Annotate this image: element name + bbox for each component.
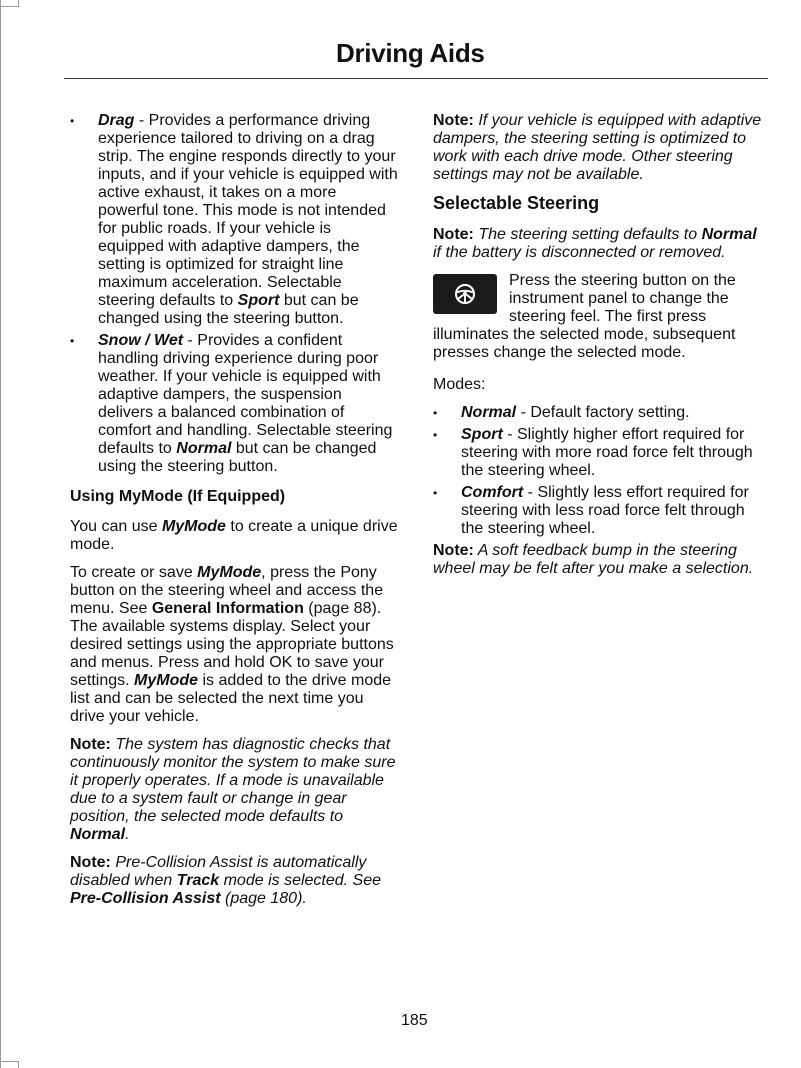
page-number: 185 bbox=[401, 1012, 428, 1029]
left-column bbox=[70, 112, 401, 918]
list-item-drag: • Drag - Provides a performance driving experience tailored to driving on a drag strip. The engine responds directly to your inputs, and if your vehicle is equipped with active exhaust, it takes on a more powerful tone. This mode is not intended for public roads. If your vehicle is equipped with adaptive dampers, the setting is optimized for straight line maximum acceleration. Selectable steering defaults to Sport but can be changed using the steering button. bbox=[70, 112, 401, 328]
header-divider bbox=[64, 78, 768, 79]
list-item-snow-wet: • Snow / Wet - Provides a confident handling driving experience during poor weather. If your vehicle is equipped with adaptive dampers, the suspension delivers a balanced combination of comfort and handling. Selectable steering defaults to Normal but can be changed using the steering button. bbox=[70, 332, 401, 476]
drive-mode-list bbox=[70, 112, 401, 476]
crop-mark-left bbox=[0, 0, 1, 1068]
steering-instruction: Press the steering button on the instrument panel to change the steering feel. The first press illuminates the selected mode, subsequent presses change the selected mode. bbox=[433, 272, 736, 361]
note-feedback-bump: Note: A soft feedback bump in the steering wheel may be felt after you make a selection. bbox=[433, 542, 754, 577]
crop-mark-bottom bbox=[0, 1061, 19, 1068]
right-column bbox=[433, 112, 767, 588]
note-adaptive-dampers: Note: If your vehicle is equipped with adaptive dampers, the steering setting is optimized to work with each drive mode. Other steering settings may not be available. bbox=[433, 112, 762, 183]
section-heading-selectable-steering: Selectable Steering bbox=[433, 193, 600, 213]
mymode-intro: You can use MyMode to create a unique drive mode. bbox=[70, 518, 398, 553]
modes-label: Modes: bbox=[433, 376, 486, 393]
steering-wheel-icon bbox=[433, 274, 497, 314]
page-title: Driving Aids bbox=[336, 38, 485, 68]
mymode-instructions: To create or save MyMode, press the Pony button on the steering wheel and access the menu. See General Information (page 88). The available systems display. Select your desired settings using the appropriate buttons and menus. Press and hold OK to save your settings. MyMode is added to the drive mode list and can be selected the next time you drive your vehicle. bbox=[70, 564, 394, 725]
general-information-link[interactable]: General Information bbox=[151, 600, 304, 617]
list-item-mode-sport: • Sport - Slightly higher effort required for steering with more road force felt through the steering wheel. bbox=[433, 426, 767, 480]
list-item-mode-normal: • Normal - Default factory setting. bbox=[433, 404, 767, 422]
list-item-mode-comfort: • Comfort - Slightly less effort required for steering with less road force felt through the steering wheel. bbox=[433, 484, 767, 538]
note-diagnostic: Note: The system has diagnostic checks that continuously monitor the system to make sure it properly operates. If a mode is unavailable due to a system fault or change in gear position, the selected mode defaults to Normal. bbox=[70, 736, 396, 843]
note-pre-collision: Note: Pre-Collision Assist is automatically disabled when Track mode is selected. See Pre-Collision Assist (page 180). bbox=[70, 854, 382, 907]
pre-collision-assist-link[interactable]: Pre-Collision Assist bbox=[70, 890, 221, 907]
steering-modes-list bbox=[433, 404, 767, 538]
note-steering-default: Note: The steering setting defaults to Normal if the battery is disconnected or removed. bbox=[433, 226, 757, 261]
crop-mark-top bbox=[0, 0, 19, 7]
mymode-heading: Using MyMode (If Equipped) bbox=[70, 488, 286, 505]
